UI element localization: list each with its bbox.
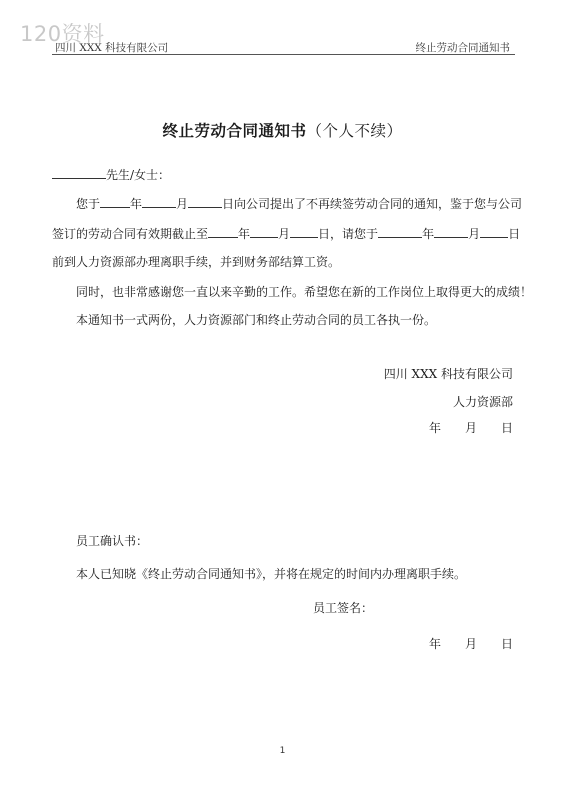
signature-day: 日 bbox=[500, 421, 513, 435]
p1-day3: 日 bbox=[508, 227, 521, 241]
blank bbox=[188, 195, 222, 208]
title-main: 终止劳动合同通知书 bbox=[162, 121, 307, 140]
p1-month2: 月 bbox=[278, 227, 291, 241]
p1-text-d: 日，请您于 bbox=[318, 227, 379, 241]
signature-month: 月 bbox=[464, 421, 477, 435]
blank bbox=[378, 225, 422, 238]
header-doc-name: 终止劳动合同通知书 bbox=[415, 42, 510, 54]
title-sub: （个人不续） bbox=[306, 122, 403, 140]
blank bbox=[142, 195, 176, 208]
salutation: 先生/女士： bbox=[106, 168, 171, 182]
p1-year2: 年 bbox=[238, 227, 251, 241]
blank bbox=[434, 225, 468, 238]
header-rule bbox=[52, 54, 515, 55]
paragraph-1-line-2 bbox=[52, 225, 520, 242]
name-blank bbox=[52, 166, 106, 179]
paragraph-1-line-1 bbox=[76, 195, 522, 212]
signature-dept: 人力资源部 bbox=[452, 395, 513, 409]
paragraph-2: 同时，也非常感谢您一直以来辛勤的工作。希望您在新的工作岗位上取得更大的成绩！ bbox=[76, 285, 533, 299]
document-title bbox=[0, 119, 565, 141]
p1-text-b: 日向公司提出了不再续签劳动合同的通知，鉴于您与公司 bbox=[222, 197, 523, 211]
p1-year: 年 bbox=[130, 197, 143, 211]
confirmation-heading: 员工确认书： bbox=[76, 534, 149, 548]
header-company: 四川 XXX 科技有限公司 bbox=[55, 42, 169, 54]
signature-company: 四川 XXX 科技有限公司 bbox=[383, 367, 513, 381]
paragraph-1-line-3: 前到人力资源部办理离职手续，并到财务部结算工资。 bbox=[52, 255, 341, 269]
signature-year: 年 bbox=[428, 421, 441, 435]
p1-month: 月 bbox=[176, 197, 189, 211]
watermark: 120资料 bbox=[20, 22, 105, 46]
confirmation-month: 月 bbox=[464, 637, 477, 651]
confirmation-date bbox=[429, 636, 513, 652]
employee-signature-label: 员工签名： bbox=[313, 601, 374, 615]
confirmation-day: 日 bbox=[500, 637, 513, 651]
p1-month3: 月 bbox=[468, 227, 481, 241]
salutation-line bbox=[52, 166, 170, 183]
p1-year3: 年 bbox=[422, 227, 435, 241]
blank bbox=[100, 195, 130, 208]
blank bbox=[480, 225, 508, 238]
page-number: 1 bbox=[279, 746, 286, 756]
paragraph-3: 本通知书一式两份，人力资源部门和终止劳动合同的员工各执一份。 bbox=[76, 313, 437, 327]
signature-date bbox=[429, 420, 513, 436]
p1-text-a: 您于 bbox=[76, 197, 101, 211]
blank bbox=[290, 225, 318, 238]
blank bbox=[250, 225, 278, 238]
confirmation-year: 年 bbox=[428, 637, 441, 651]
blank bbox=[208, 225, 238, 238]
confirmation-text: 本人已知晓《终止劳动合同通知书》，并将在规定的时间内办理离职手续。 bbox=[76, 567, 467, 581]
p1-text-c: 签订的劳动合同有效期截止至 bbox=[52, 227, 209, 241]
